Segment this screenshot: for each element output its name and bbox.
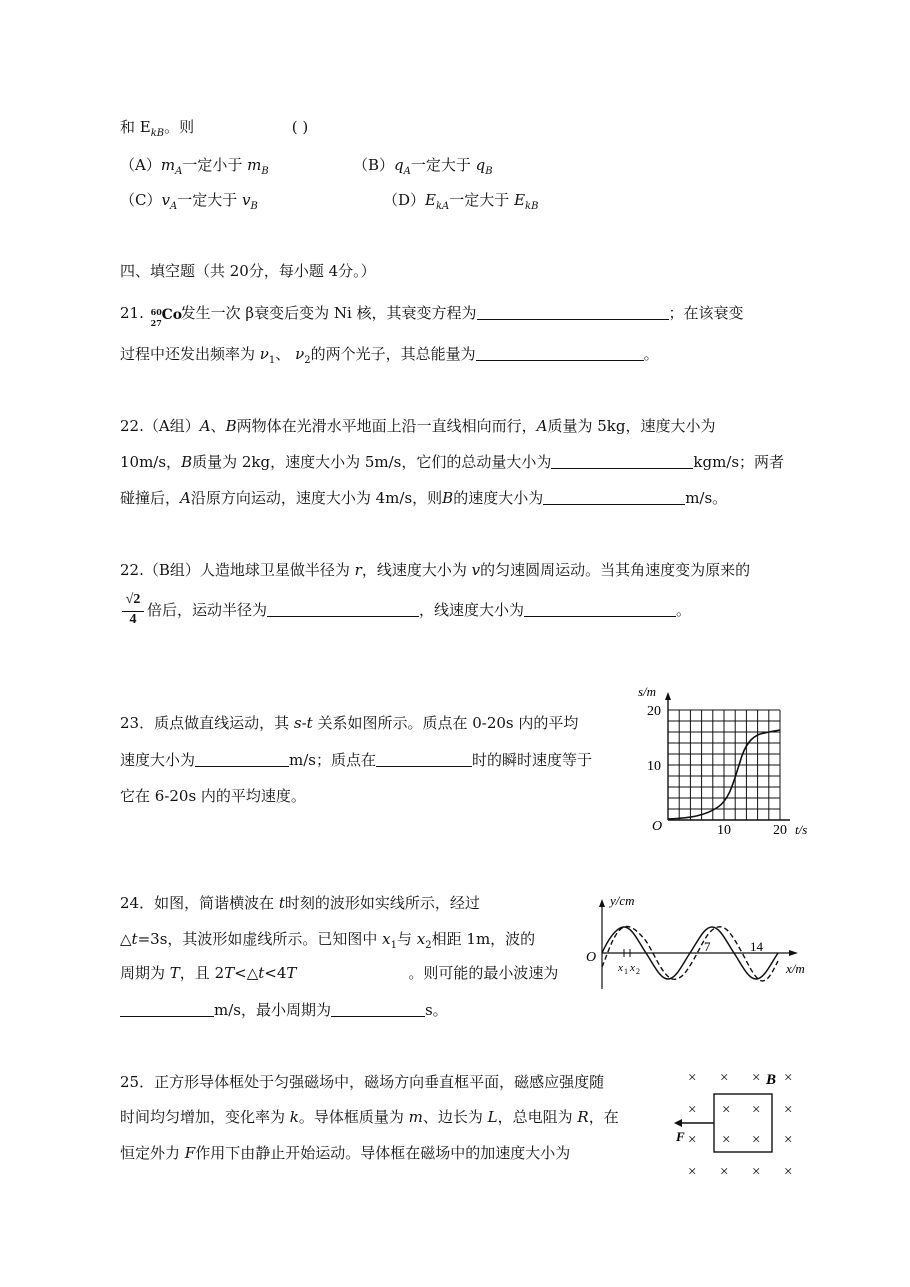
q21-blank-equation[interactable] <box>477 305 669 320</box>
q22a-blank-momentum[interactable] <box>551 454 693 469</box>
q24-blank-min-period[interactable] <box>331 1002 425 1017</box>
svg-text:×: × <box>784 1164 793 1180</box>
svg-text:×: × <box>752 1102 761 1118</box>
q23-line1: 23．质点做直线运动，其 s-t 关系如图所示。质点在 0-20s 内的平均 <box>120 714 579 732</box>
q22a-line1: 22.（A组）A、B两物体在光滑水平地面上沿一直线相向而行，A质量为 5kg，速度大小为 <box>120 417 716 435</box>
q22b-line2: 倍后，运动半径为 ，线速度大小为 。 <box>147 601 692 619</box>
svg-text:×: × <box>722 1102 731 1118</box>
q22a-line3: 碰撞后，A沿原方向运动，速度大小为 4m/s，则B的速度大小为 m/s。 <box>120 489 728 507</box>
q23-st-graph <box>630 682 830 842</box>
q22a-line2: 10m/s，B质量为 2kg，速度大小为 5m/s，它们的总动量大小为 kgm/s；两者 <box>120 453 785 471</box>
q25-line2: 时间均匀增加，变化率为 k。导体框质量为 m、边长为 L，总电阻为 R，在 <box>120 1108 619 1126</box>
svg-text:t/s: t/s <box>795 822 808 837</box>
q24-blank-min-speed[interactable] <box>120 1002 214 1017</box>
svg-text:B: B <box>766 1072 777 1088</box>
fraction-sqrt2-over-4: √2 4 <box>120 592 146 632</box>
nuclide-co60: 60 27 Co <box>150 307 183 328</box>
svg-text:1: 1 <box>624 967 628 976</box>
q25-field-figure <box>668 1062 808 1187</box>
q24-line2: △t=3s，其波形如虚线所示。已知图中 $x_1$与 $x_2$相距 1m，波的 <box>120 930 536 951</box>
svg-text:×: × <box>752 1132 761 1148</box>
q20-option-a: $(A)m_A$一定小于 $m_B$ <box>120 156 269 177</box>
q23-blank-avg-speed[interactable] <box>195 752 289 767</box>
svg-text:×: × <box>784 1132 793 1148</box>
svg-text:×: × <box>784 1102 793 1118</box>
q24-line3: 周期为 T，且 2T<△t<4T 。则可能的最小波速为 <box>120 964 559 982</box>
svg-text:20: 20 <box>647 704 661 719</box>
svg-text:×: × <box>688 1070 697 1086</box>
q23-line2: 速度大小为 m/s；质点在 时的瞬时速度等于 <box>120 751 593 769</box>
svg-text:10: 10 <box>717 823 731 838</box>
svg-text:O: O <box>586 950 597 965</box>
svg-text:10: 10 <box>647 759 661 774</box>
q24-line4: m/s，最小周期为 s。 <box>120 1000 448 1020</box>
q20-option-c: $(C)v_A$一定大于 $v_B$ <box>120 191 258 212</box>
q20-option-b: $(B)q_A$一定大于 $q_B$ <box>353 156 493 177</box>
svg-text:×: × <box>784 1070 793 1086</box>
q22b-line1: 22.（B组）人造地球卫星做半径为 r，线速度大小为 v的匀速圆周运动。当其角速度变为原来的 <box>120 561 751 579</box>
q23-blank-time[interactable] <box>376 752 472 767</box>
svg-text:×: × <box>722 1132 731 1148</box>
svg-text:×: × <box>688 1164 697 1180</box>
svg-text:x: x <box>618 962 623 974</box>
svg-text:14: 14 <box>750 939 763 954</box>
svg-text:7: 7 <box>704 939 711 954</box>
svg-text:x: x <box>630 962 635 974</box>
q21-line1: 21. 60 27 Co 发生一次 β衰变后变为 Ni 核，其衰变方程为 ；在该衰变 <box>120 304 744 328</box>
field-crosses <box>688 1070 792 1180</box>
svg-text:y/cm: y/cm <box>610 893 635 908</box>
section-title: 四、填空题（共 20分，每小题 4分。） <box>120 262 376 280</box>
q25-line3: 恒定外力 F作用下由静止开始运动。导体框在磁场中的加速度大小为 <box>120 1144 571 1162</box>
svg-text:20: 20 <box>773 823 787 838</box>
svg-text:2: 2 <box>636 967 640 976</box>
svg-text:×: × <box>752 1164 761 1180</box>
q20-option-d: $(D)E_{kA}$一定大于 $E_{kB}$ <box>383 191 539 212</box>
q22a-blank-speed[interactable] <box>543 490 685 505</box>
svg-text:×: × <box>720 1164 729 1180</box>
q23-line3: 它在 6-20s 内的平均速度。 <box>120 787 306 805</box>
answer-paren: ( ) <box>291 118 309 136</box>
q24-wave-graph <box>580 893 810 993</box>
svg-text:×: × <box>688 1102 697 1118</box>
q21-blank-energy[interactable] <box>476 346 644 361</box>
svg-text:s/m: s/m <box>638 684 657 699</box>
svg-text:F: F <box>676 1129 685 1144</box>
svg-text:×: × <box>752 1070 761 1086</box>
svg-text:×: × <box>720 1070 729 1086</box>
svg-text:×: × <box>688 1132 697 1148</box>
q21-line2: 过程中还发出频率为 $\nu_1$、 $\nu_2$的两个光子，其总能量为 。 <box>120 345 659 366</box>
q24-line1: 24．如图，简谐横波在 t时刻的波形如实线所示，经过 <box>120 894 480 912</box>
q25-line1: 25．正方形导体框处于匀强磁场中，磁场方向垂直框平面，磁感应强度随 <box>120 1073 605 1091</box>
svg-text:x/m: x/m <box>786 961 805 976</box>
q22b-blank-speed[interactable] <box>524 602 676 617</box>
svg-text:O: O <box>652 819 663 834</box>
q20-tail: 和 $E_{kB}$。则 ( ) <box>120 118 309 139</box>
q22b-blank-radius[interactable] <box>267 602 419 617</box>
